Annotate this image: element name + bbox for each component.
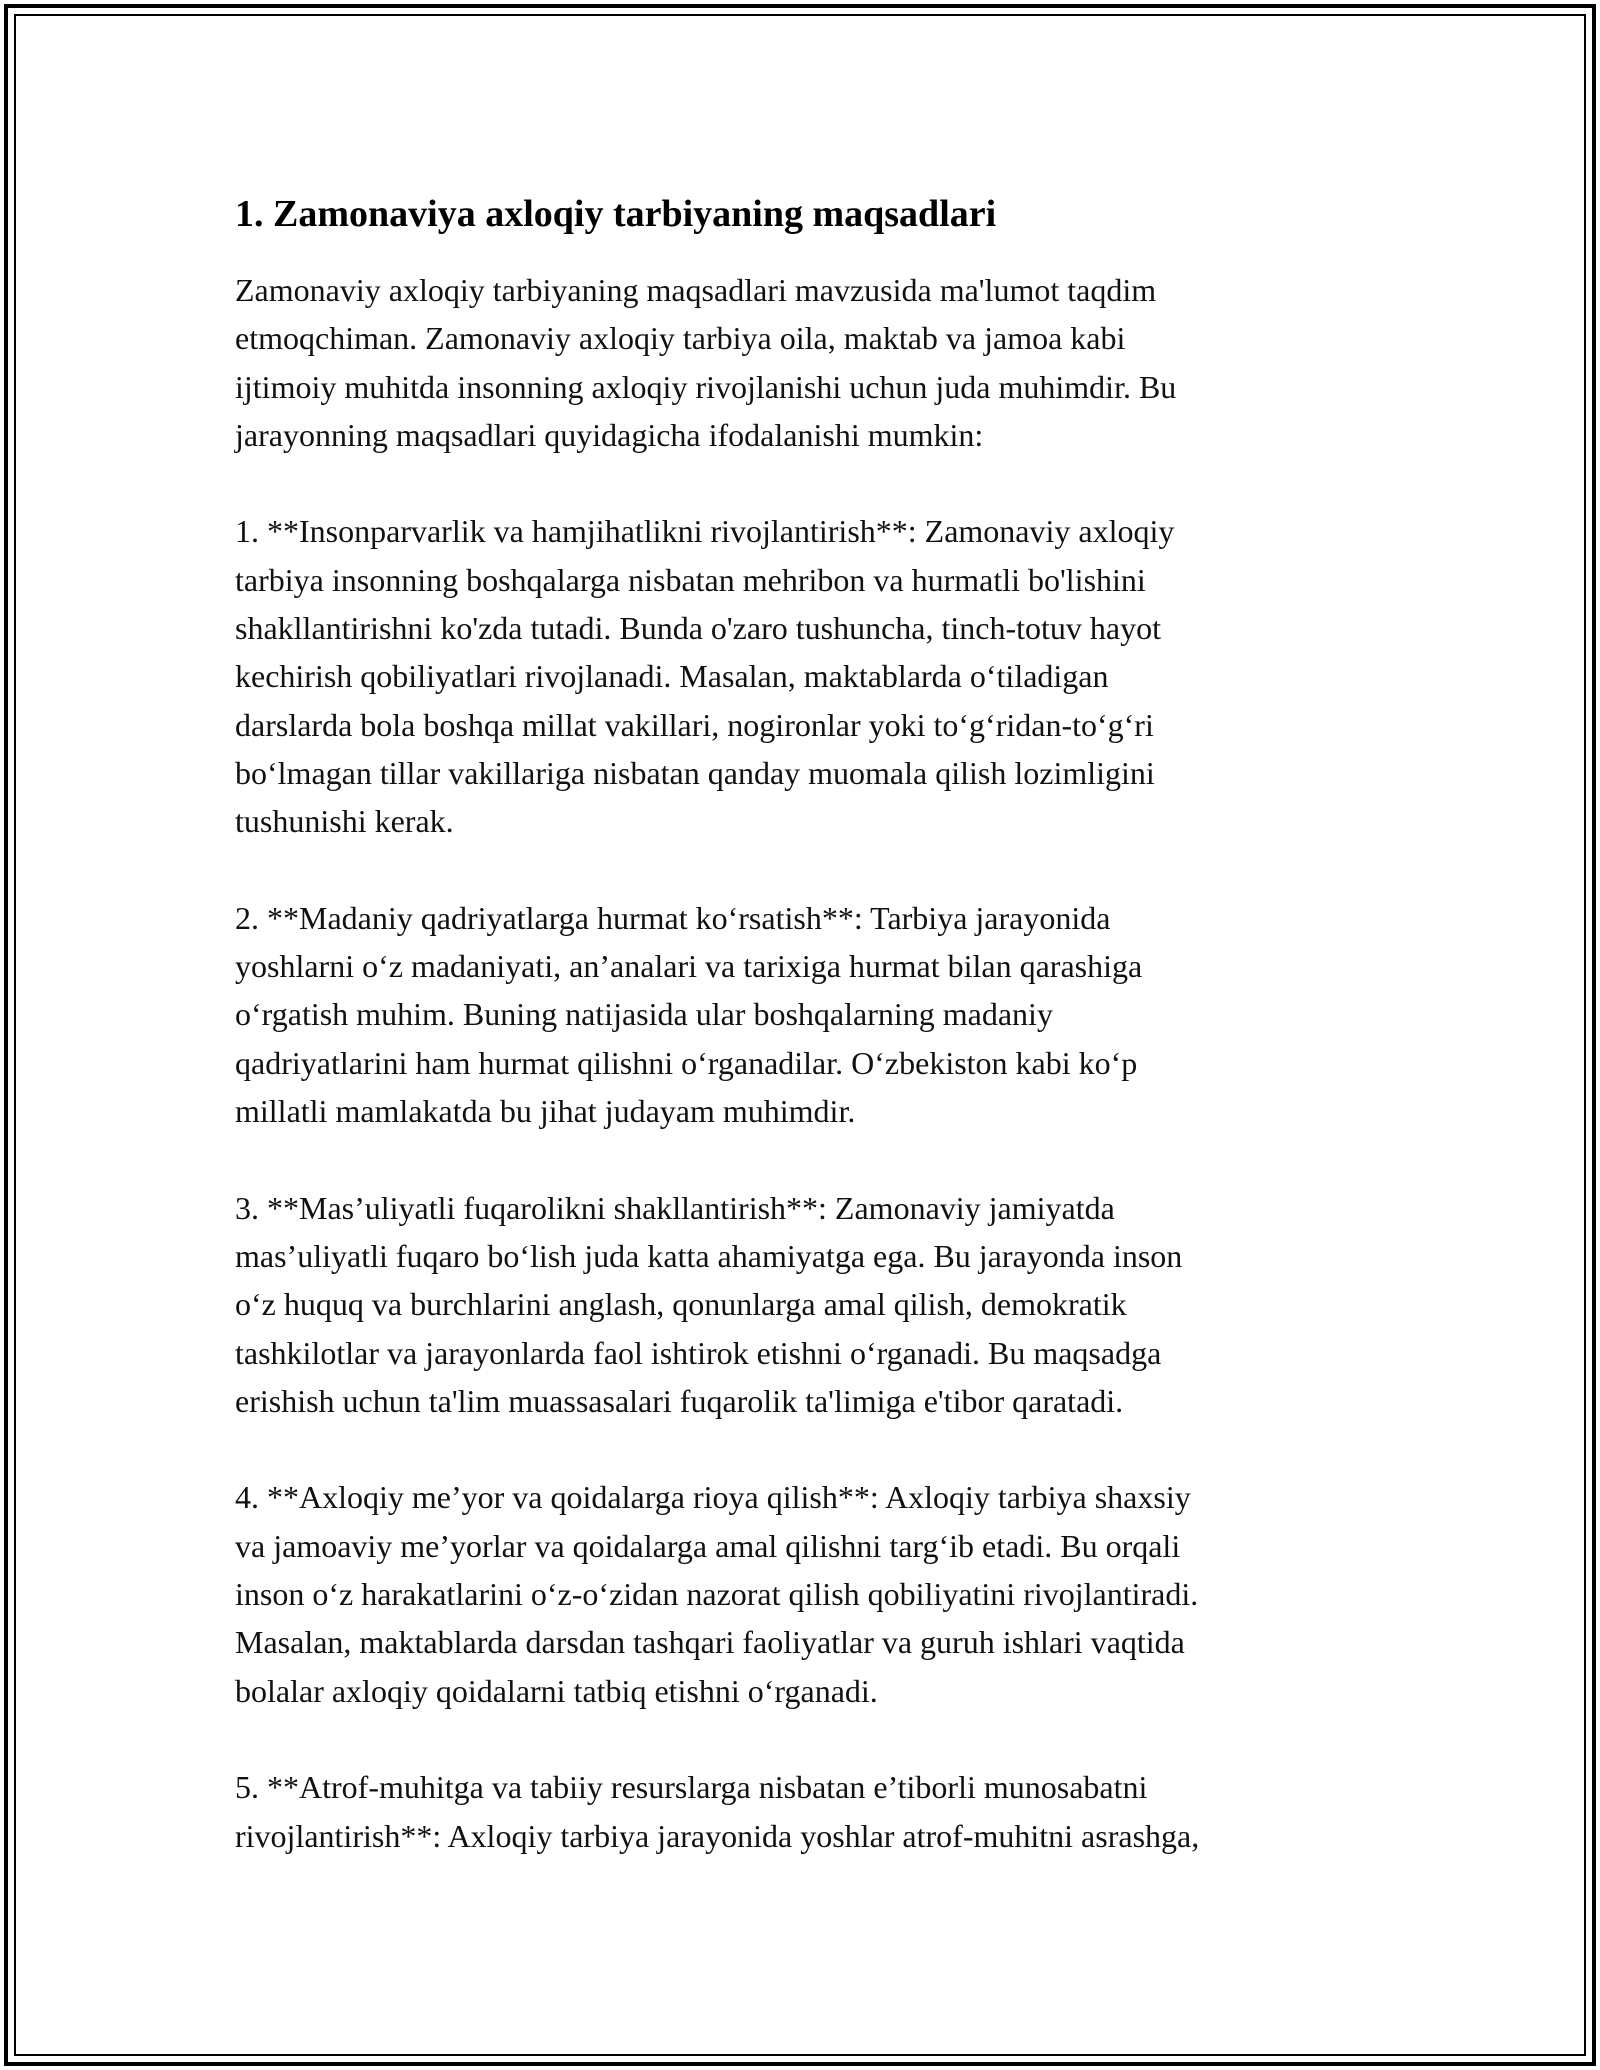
goal-5-paragraph: [235, 1763, 1375, 1860]
paragraph-line: tushunishi kerak.: [235, 803, 454, 840]
paragraph-line: bolalar axloqiy qoidalarni tatbiq etishni o‘rganadi.: [235, 1672, 878, 1709]
paragraph-line: darslarda bola boshqa millat vakillari, nogironlar yoki to‘g‘ridan-to‘g‘ri: [235, 706, 1154, 743]
paragraph-line: qadriyatlarini ham hurmat qilishni o‘rganadilar. O‘zbekiston kabi ko‘p: [235, 1044, 1138, 1081]
paragraph-line: 4. **Axloqiy me’yor va qoidalarga rioya qilish**: Axloqiy tarbiya shaxsiy: [235, 1479, 1191, 1516]
paragraph-line: va jamoaviy me’yorlar va qoidalarga amal qilishni targ‘ib etadi. Bu orqali: [235, 1527, 1181, 1564]
paragraph-line: kechirish qobiliyatlari rivojlanadi. Masalan, maktablarda o‘tiladigan: [235, 658, 1109, 695]
paragraph-line: 3. **Mas’uliyatli fuqarolikni shakllantirish**: Zamonaviy jamiyatda: [235, 1189, 1115, 1226]
goal-2-paragraph: [235, 894, 1375, 1135]
paragraph-line: mas’uliyatli fuqaro bo‘lish juda katta ahamiyatga ega. Bu jarayonda inson: [235, 1237, 1183, 1274]
goal-4-paragraph: [235, 1473, 1375, 1714]
paragraph-line: ijtimoiy muhitda insonning axloqiy rivojlanishi uchun juda muhimdir. Bu: [235, 368, 1177, 405]
paragraph-line: o‘rgatish muhim. Buning natijasida ular boshqalarning madaniy: [235, 996, 1053, 1033]
goal-3-paragraph: [235, 1184, 1375, 1425]
paragraph-line: 2. **Madaniy qadriyatlarga hurmat ko‘rsatish**: Tarbiya jarayonida: [235, 899, 1111, 936]
paragraph-line: tashkilotlar va jarayonlarda faol ishtirok etishni o‘rganadi. Bu maqsadga: [235, 1334, 1162, 1371]
paragraph-line: inson o‘z harakatlarini o‘z-o‘zidan nazorat qilish qobiliyatini rivojlantiradi.: [235, 1576, 1199, 1613]
paragraph-line: etmoqchiman. Zamonaviy axloqiy tarbiya oila, maktab va jamoa kabi: [235, 320, 1126, 357]
paragraph-line: o‘z huquq va burchlarini anglash, qonunlarga amal qilish, demokratik: [235, 1286, 1127, 1323]
paragraph-line: bo‘lmagan tillar vakillariga nisbatan qanday muomala qilish lozimligini: [235, 754, 1155, 791]
paragraph-line: shakllantirishni ko'zda tutadi. Bunda o'zaro tushuncha, tinch-totuv hayot: [235, 610, 1161, 647]
paragraph-line: millatli mamlakatda bu jihat judayam muhimdir.: [235, 1093, 856, 1130]
paragraph-line: 1. **Insonparvarlik va hamjihatlikni rivojlantirish**: Zamonaviy axloqiy: [235, 513, 1175, 550]
paragraph-line: rivojlantirish**: Axloqiy tarbiya jarayonida yoshlar atrof-muhitni asrashga,: [235, 1817, 1200, 1854]
document-body: [235, 186, 1375, 1908]
paragraph-line: yoshlarni o‘z madaniyati, an’analari va tarixiga hurmat bilan qarashiga: [235, 948, 1143, 985]
intro-paragraph: [235, 266, 1375, 459]
paragraph-line: erishish uchun ta'lim muassasalari fuqarolik ta'limiga e'tibor qaratadi.: [235, 1382, 1124, 1419]
paragraph-line: 5. **Atrof-muhitga va tabiiy resurslarga nisbatan e’tiborli munosabatni: [235, 1769, 1148, 1806]
goal-1-paragraph: [235, 507, 1375, 845]
paragraph-line: Masalan, maktablarda darsdan tashqari faoliyatlar va guruh ishlari vaqtida: [235, 1624, 1185, 1661]
paragraph-line: Zamonaviy axloqiy tarbiyaning maqsadlari mavzusida ma'lumot taqdim: [235, 272, 1157, 308]
document-title: 1. Zamonaviya axloqiy tarbiyaning maqsadlari: [235, 193, 997, 235]
paragraph-line: tarbiya insonning boshqalarga nisbatan mehribon va hurmatli bo'lishini: [235, 561, 1146, 598]
paragraph-line: jarayonning maqsadlari quyidagicha ifodalanishi mumkin:: [235, 416, 984, 453]
